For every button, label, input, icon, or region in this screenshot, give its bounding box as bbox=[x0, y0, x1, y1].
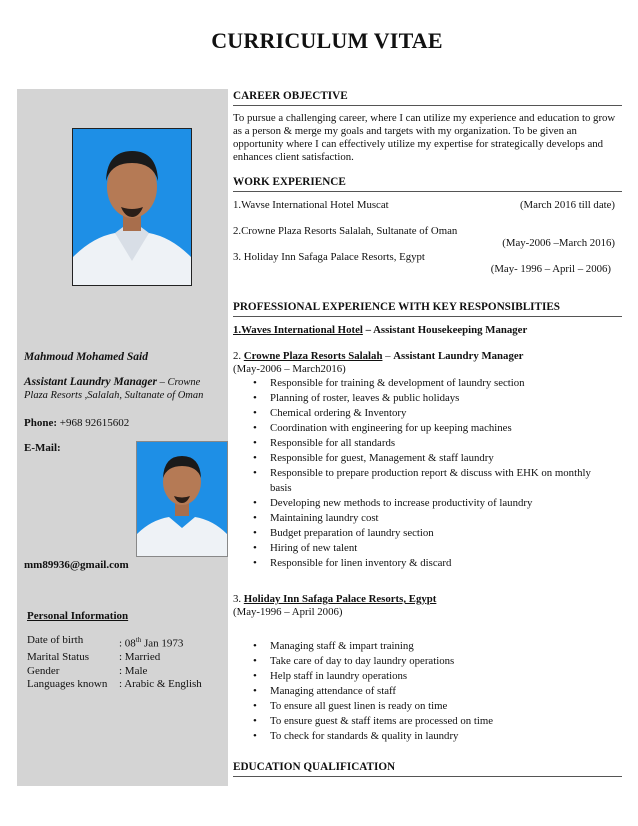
email-address[interactable]: mm89936@gmail.com bbox=[24, 559, 129, 571]
work-item-dates: (May-2006 –March 2016) bbox=[502, 237, 615, 249]
personal-info-heading: Personal Information bbox=[27, 610, 129, 622]
email-label: E-Mail: bbox=[24, 442, 61, 454]
candidate-role bbox=[24, 376, 224, 402]
work-item-dates: (March 2016 till date) bbox=[519, 199, 615, 211]
personal-info-key: Date of birth bbox=[27, 634, 84, 646]
personal-info-row bbox=[27, 634, 202, 651]
work-item: 3. Holiday Inn Safaga Palace Resorts, Egypt bbox=[233, 251, 425, 263]
personal-info-key: Languages known bbox=[27, 678, 108, 691]
phone-label: Phone: bbox=[24, 417, 57, 429]
professional-experience-heading: PROFESSIONAL EXPERIENCE WITH KEY RESPONSIBLITIES bbox=[233, 301, 622, 317]
list-item: • Planning of roster, leaves & public holidays bbox=[253, 391, 613, 406]
list-item: • Responsible for guest, Management & staff laundry bbox=[253, 451, 613, 466]
personal-info-key: Marital Status bbox=[27, 651, 90, 664]
list-item: • Coordination with engineering for up keeping machines bbox=[253, 421, 613, 436]
personal-info-value: : 08th Jan 1973 bbox=[119, 636, 184, 650]
profile-photo bbox=[72, 128, 192, 286]
list-item: • Help staff in laundry operations bbox=[253, 669, 613, 684]
job-2-employer: Crowne Plaza Resorts Salalah bbox=[243, 350, 383, 362]
education-heading: EDUCATION QUALIFICATION bbox=[233, 761, 622, 777]
job-3-line: 3. Holiday Inn Safaga Palace Resorts, Egypt bbox=[233, 593, 437, 605]
job-1-title: Assistant Housekeeping Manager bbox=[373, 324, 528, 336]
list-item: • Responsible for linen inventory & discard bbox=[253, 556, 613, 571]
work-item-dates: (May- 1996 – April – 2006) bbox=[490, 263, 611, 275]
work-item: 1.Wavse International Hotel Muscat bbox=[233, 199, 389, 211]
role-place: Crowne Plaza Resorts ,Salalah, Sultanate of Oman bbox=[24, 377, 204, 401]
job-2-line: 2. Crowne Plaza Resorts Salalah – Assistant Laundry Manager bbox=[233, 350, 524, 362]
phone-line bbox=[24, 416, 224, 430]
personal-info-key: Gender bbox=[27, 664, 60, 677]
job-2-title: Assistant Laundry Manager bbox=[393, 350, 524, 362]
work-experience-heading: WORK EXPERIENCE bbox=[233, 176, 622, 192]
list-item: • Maintaining laundry cost bbox=[253, 511, 613, 526]
list-item: • Hiring of new talent bbox=[253, 541, 613, 556]
list-item: • Take care of day to day laundry operations bbox=[253, 654, 613, 669]
personal-info-row bbox=[27, 665, 202, 679]
job-3-duties bbox=[253, 639, 613, 744]
personal-info-value: : Male bbox=[119, 664, 148, 677]
job-1-employer: Waves International Hotel bbox=[241, 324, 363, 336]
list-item: • To ensure guest & staff items are processed on time bbox=[253, 714, 613, 729]
job-2-duties bbox=[253, 376, 613, 571]
list-item: • Responsible for all standards bbox=[253, 436, 613, 451]
personal-info-table bbox=[27, 634, 202, 692]
role-title: Assistant Laundry Manager bbox=[24, 376, 157, 388]
list-item: • Budget preparation of laundry section bbox=[253, 526, 613, 541]
job-1-line: 1.Waves International Hotel – Assistant Housekeeping Manager bbox=[233, 324, 528, 336]
personal-info-value: : Arabic & English bbox=[119, 678, 202, 691]
list-item: • Managing attendance of staff bbox=[253, 684, 613, 699]
personal-info-value: : Married bbox=[119, 651, 161, 664]
job-2-dates: (May-2006 – March2016) bbox=[233, 363, 346, 375]
list-item: • To check for standards & quality in laundry bbox=[253, 729, 613, 744]
list-item: • To ensure all guest linen is ready on time bbox=[253, 699, 613, 714]
list-item: • Developing new methods to increase productivity of laundry bbox=[253, 496, 613, 511]
job-3-dates: (May-1996 – April 2006) bbox=[233, 606, 343, 618]
job-3-employer: Holiday Inn Safaga Palace Resorts, Egypt bbox=[243, 593, 437, 605]
candidate-name: Mahmoud Mohamed Said bbox=[24, 351, 148, 363]
profile-photo-small bbox=[136, 441, 228, 557]
list-item: • Managing staff & impart training bbox=[253, 639, 613, 654]
list-item: • Responsible for training & development of laundry section bbox=[253, 376, 613, 391]
career-objective-text: To pursue a challenging career, where I can utilize my experience and education to grow as a person & merge my goals and targets with my organization. To be given an opportunity where I can effectively utilize my expertise for strategically develops and enhances client satisfaction. bbox=[233, 112, 616, 163]
personal-info-row bbox=[27, 651, 202, 665]
document-title: CURRICULUM VITAE bbox=[211, 28, 443, 53]
career-objective-heading: CAREER OBJECTIVE bbox=[233, 90, 622, 106]
role-separator: – bbox=[156, 377, 168, 388]
phone-value: +968 92615602 bbox=[57, 417, 130, 429]
personal-info-row bbox=[27, 678, 202, 692]
list-item: • Chemical ordering & Inventory bbox=[253, 406, 613, 421]
work-item: 2.Crowne Plaza Resorts Salalah, Sultanate of Oman bbox=[233, 225, 458, 237]
list-item: • Responsible to prepare production report & discuss with EHK on monthly basis bbox=[253, 466, 613, 496]
